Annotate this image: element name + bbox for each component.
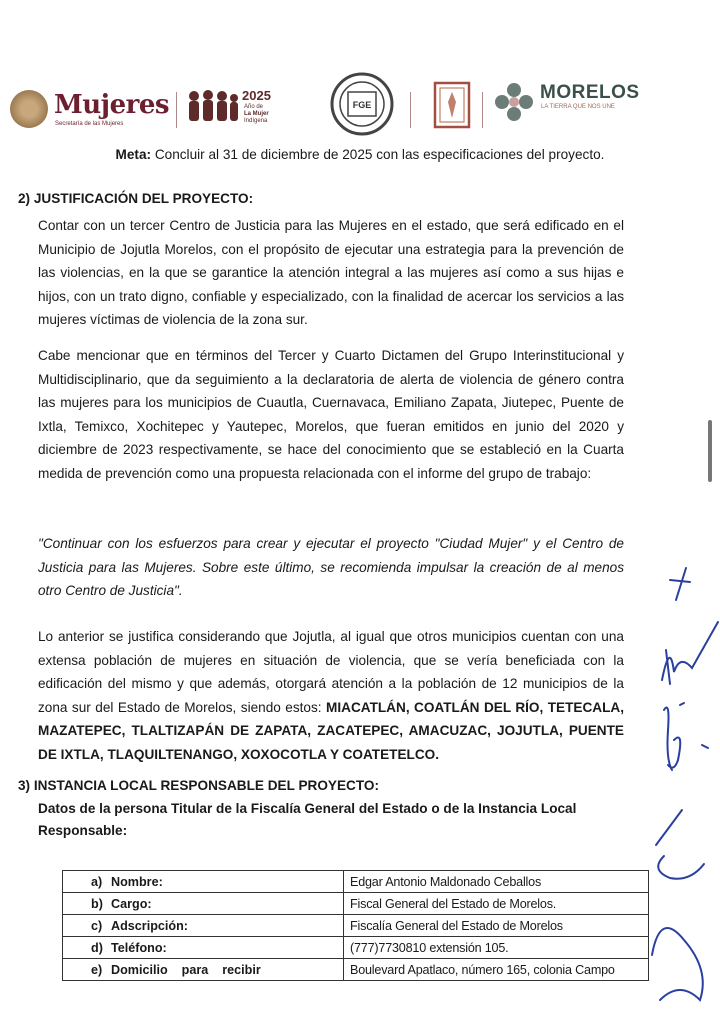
- fge-seal-icon: [330, 72, 394, 136]
- morelos-word: MORELOS: [540, 82, 640, 103]
- row-label: e) Domicilio para recibir: [63, 959, 344, 981]
- morelos-shield-icon: [432, 80, 472, 130]
- justification-paragraph-1: Contar con un tercer Centro de Justicia para las Mujeres en el estado, que será edificado en el Municipio de Jojutla Morelos, con el propósito de ejecutar una estrategia para la prevención de las violencias, en la que se garantice la atención integral a las mujeres así como a sus hijas e hijos, con un trato digno, confiable y especializado, con la finalidad de acercar los servicios a las mujeres víctimas de violencia de la zona sur.: [38, 218, 624, 328]
- row-value: (777)7730810 extensión 105.: [344, 937, 649, 959]
- meta-text: Concluir al 31 de diciembre de 2025 con las especificaciones del proyecto.: [151, 147, 605, 162]
- section-2-title: 2) JUSTIFICACIÓN DEL PROYECTO:: [18, 191, 254, 206]
- morelos-subtitle: LA TIERRA QUE NOS UNE: [541, 104, 615, 110]
- justification-paragraph-2: Cabe mencionar que en términos del Tercer y Cuarto Dictamen del Grupo Interinstitucional y Multidisciplinario, que da seguimiento a la declaratoria de alerta de violencia de género contra las mujeres para los municipios de Cuautla, Cuernavaca, Emiliano Zapata, Jiutepec, Puente de Ixtla, Temixco, Xochitepec y Yautepec, Morelos, que fueran emitidos en junio del 2020 y diciembre de 2023 respectivamente, se hace del conocimiento que se estableció en la Cuarta medida de prevención como una propuesta relacionada con el informe del grupo de trabajo:: [38, 348, 624, 481]
- logo-morelos: [492, 80, 652, 132]
- row-label: b) Cargo:: [63, 893, 344, 915]
- header-divider: [410, 92, 411, 128]
- women-figures-icon: [186, 88, 240, 124]
- mexico-seal-icon: [10, 90, 48, 128]
- mujeres-subtitle: Secretaría de las Mujeres: [55, 121, 124, 127]
- row-value: Fiscal General del Estado de Morelos.: [344, 893, 649, 915]
- meta-line: [0, 147, 720, 162]
- logo-2025: [186, 84, 306, 132]
- table-row: [63, 893, 649, 915]
- header-logos: [8, 72, 648, 132]
- row-label: d) Teléfono:: [63, 937, 344, 959]
- year-2025: 2025: [242, 88, 271, 103]
- municipalities-list: MIACATLÁN, COATLÁN DEL RÍO, TETECALA, MAZATEPEC, TLALTIZAPÁN DE ZAPATA, ZACATEPEC, AMACUZAC, JOJUTLA, PUENTE DE IXTLA, TLAQUILTENANGO, XOXOCOTLA Y COATETELCO.: [38, 699, 625, 762]
- row-value: Fiscalía General del Estado de Morelos: [344, 915, 649, 937]
- section-3-title: 3) INSTANCIA LOCAL RESPONSABLE DEL PROYECTO:: [18, 778, 380, 793]
- meta-label: Meta:: [115, 147, 152, 162]
- table-row: [63, 937, 649, 959]
- morelos-flower-icon: [492, 80, 536, 124]
- svg-text:FGE: FGE: [352, 100, 372, 110]
- logo-mujeres: [10, 88, 170, 132]
- justification-paragraph-3: Lo anterior se justifica considerando que Jojutla, al igual que otros municipios cuentan con una extensa población de mujeres en situación de violencia, que se vería beneficiada con la edificación del mismo y que además, otorgará atención a la población de 12 municipios de la zona sur del Estado de Morelos, siendo estos: MIACATLÁN, COATLÁN DEL RÍO, TETECALA, MAZATEPEC, TLALTIZAPÁN DE ZAPATA, ZACATEPEC, AMACUZAC, JOJUTLA, PUENTE DE IXTLA, TLAQUILTENANGO, XOXOCOTLA Y COATETELCO.: [38, 629, 625, 762]
- mujeres-word: Mujeres: [54, 90, 170, 120]
- row-value: Edgar Antonio Maldonado Ceballos: [344, 871, 649, 893]
- table-row: [63, 959, 649, 981]
- row-label: a) Nombre:: [63, 871, 344, 893]
- table-row: [63, 871, 649, 893]
- row-label: c) Adscripción:: [63, 915, 344, 937]
- year-subtitle: Año de La Mujer Indígena: [244, 104, 269, 124]
- table-row: [63, 915, 649, 937]
- scrollbar-thumb[interactable]: [708, 420, 712, 482]
- row-value: Boulevard Apatlaco, número 165, colonia Campo: [344, 959, 649, 981]
- section-3-subtitle: Datos de la persona Titular de la Fiscalía General del Estado o de la Instancia Local Responsable:: [38, 801, 577, 838]
- header-divider: [176, 92, 177, 128]
- header-divider: [482, 92, 483, 128]
- margin-signatures-icon: [640, 560, 720, 1013]
- responsible-data-table: [62, 870, 649, 981]
- justification-quote: "Continuar con los esfuerzos para crear y ejecutar el proyecto "Ciudad Mujer" y el Centro de Justicia para las Mujeres. Sobre este último, se recomienda impulsar la creación de al menos otro Centro de Justicia".: [38, 536, 624, 599]
